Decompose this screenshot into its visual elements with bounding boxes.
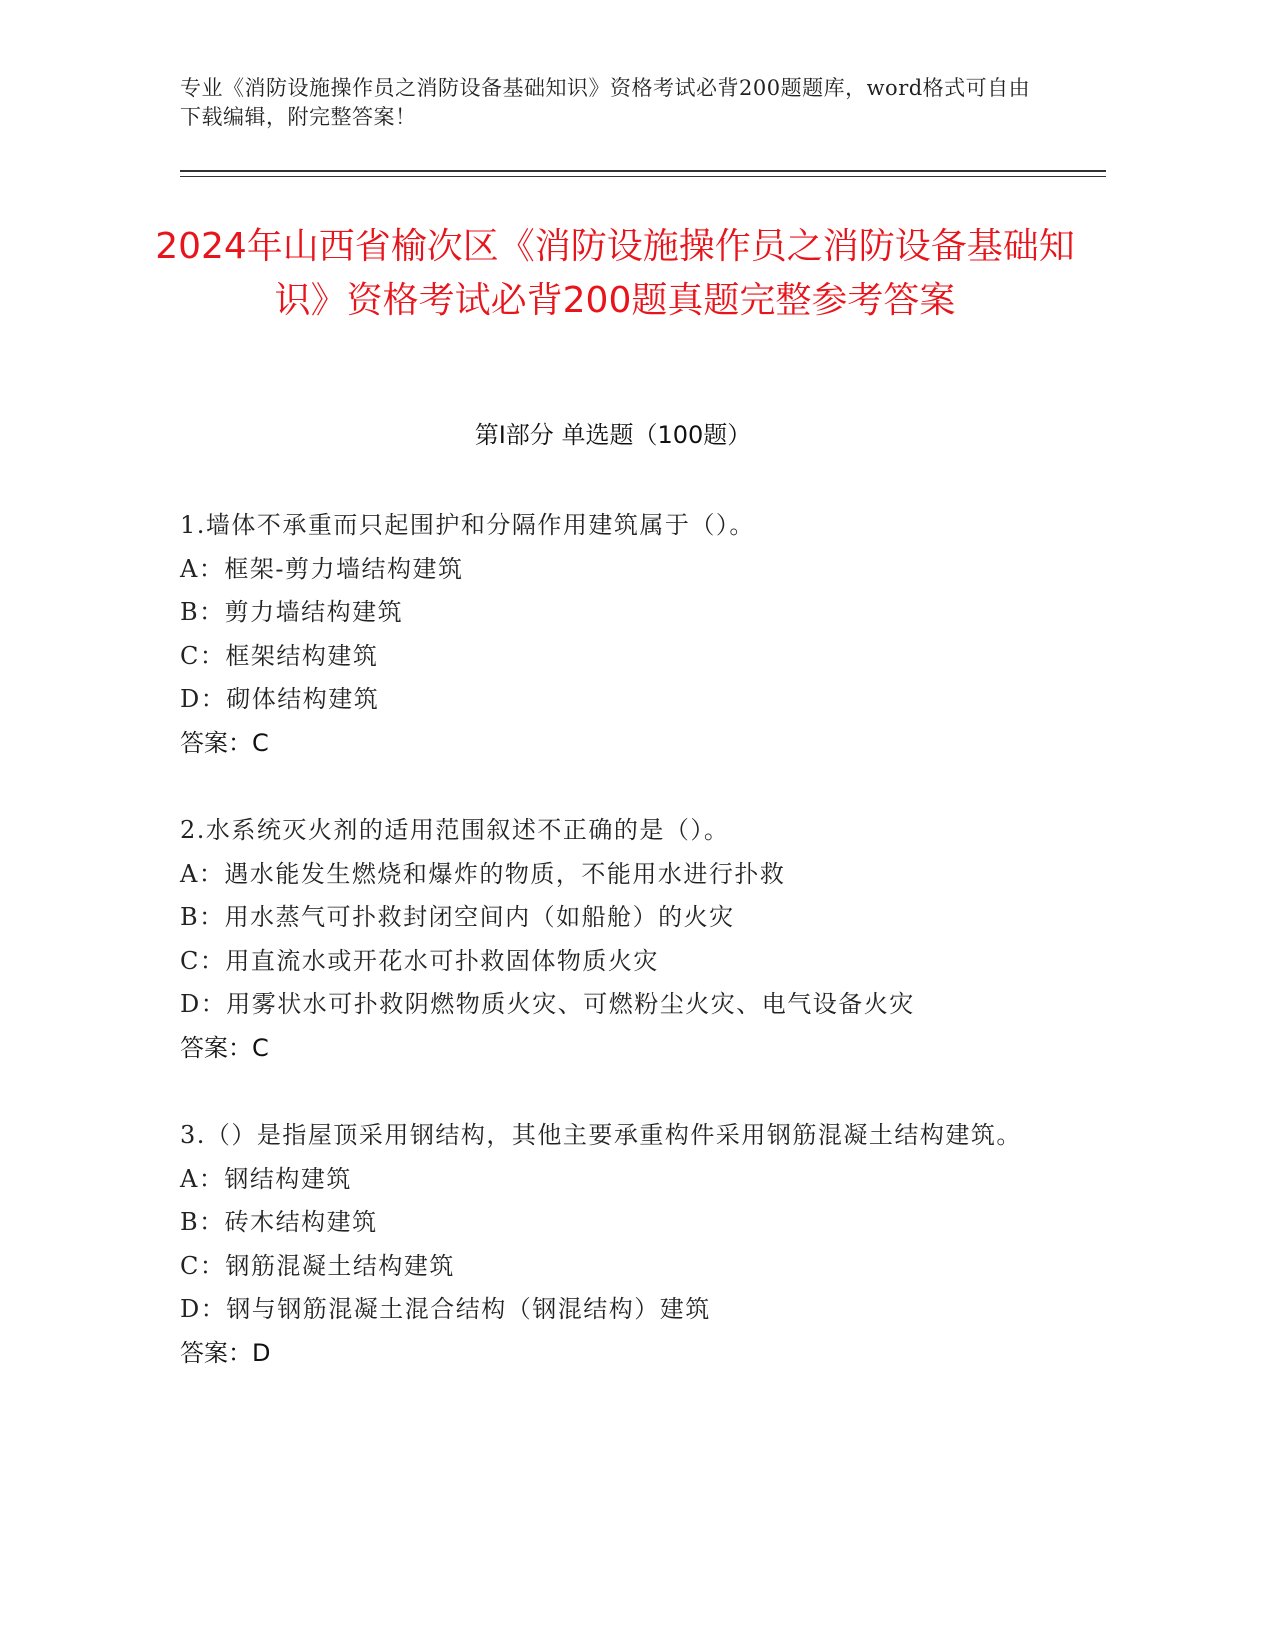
option-b: B：剪力墙结构建筑 <box>180 598 404 626</box>
header-divider-thin <box>180 176 1106 177</box>
section-title: 第Ⅰ部分 单选题（100题） <box>474 421 752 449</box>
option-d: D：砌体结构建筑 <box>180 685 380 713</box>
option-a: A：框架-剪力墙结构建筑 <box>180 554 464 583</box>
header-divider-thick <box>180 170 1106 172</box>
document-title: 2024年山西省榆次区《消防设施操作员之消防设备基础知识》资格考试必背200题真题完整参考答案 <box>155 226 1075 321</box>
option-c: C：框架结构建筑 <box>180 641 379 670</box>
option-a: A：钢结构建筑 <box>180 1164 352 1193</box>
question-3 <box>180 1114 1046 1375</box>
header-note: 专业《消防设施操作员之消防设备基础知识》资格考试必背200题题库，word格式可自由下载编辑，附完整答案！ <box>180 76 1031 129</box>
option-b: B：砖木结构建筑 <box>180 1208 378 1236</box>
answer-line: 答案：C <box>180 728 269 757</box>
option-c: C：钢筋混凝土结构建筑 <box>180 1251 455 1280</box>
question-stem: 3.（）是指屋顶采用钢结构，其他主要承重构件采用钢筋混凝土结构建筑。 <box>180 1121 1022 1149</box>
question-2 <box>180 809 1046 1070</box>
option-b: B：用水蒸气可扑救封闭空间内（如船舱）的火灾 <box>180 903 735 931</box>
option-d: D：钢与钢筋混凝土混合结构（钢混结构）建筑 <box>180 1295 711 1323</box>
question-stem: 1.墙体不承重而只起围护和分隔作用建筑属于（）。 <box>180 511 755 539</box>
option-a: A：遇水能发生燃烧和爆炸的物质，不能用水进行扑救 <box>180 859 786 888</box>
question-stem: 2.水系统灭火剂的适用范围叙述不正确的是（）。 <box>180 816 730 844</box>
answer-line: 答案：C <box>180 1033 269 1062</box>
answer-line: 答案：D <box>180 1338 271 1367</box>
question-1 <box>180 504 1046 765</box>
option-c: C：用直流水或开花水可扑救固体物质火灾 <box>180 946 659 975</box>
option-d: D：用雾状水可扑救阴燃物质火灾、可燃粉尘火灾、电气设备火灾 <box>180 990 915 1018</box>
